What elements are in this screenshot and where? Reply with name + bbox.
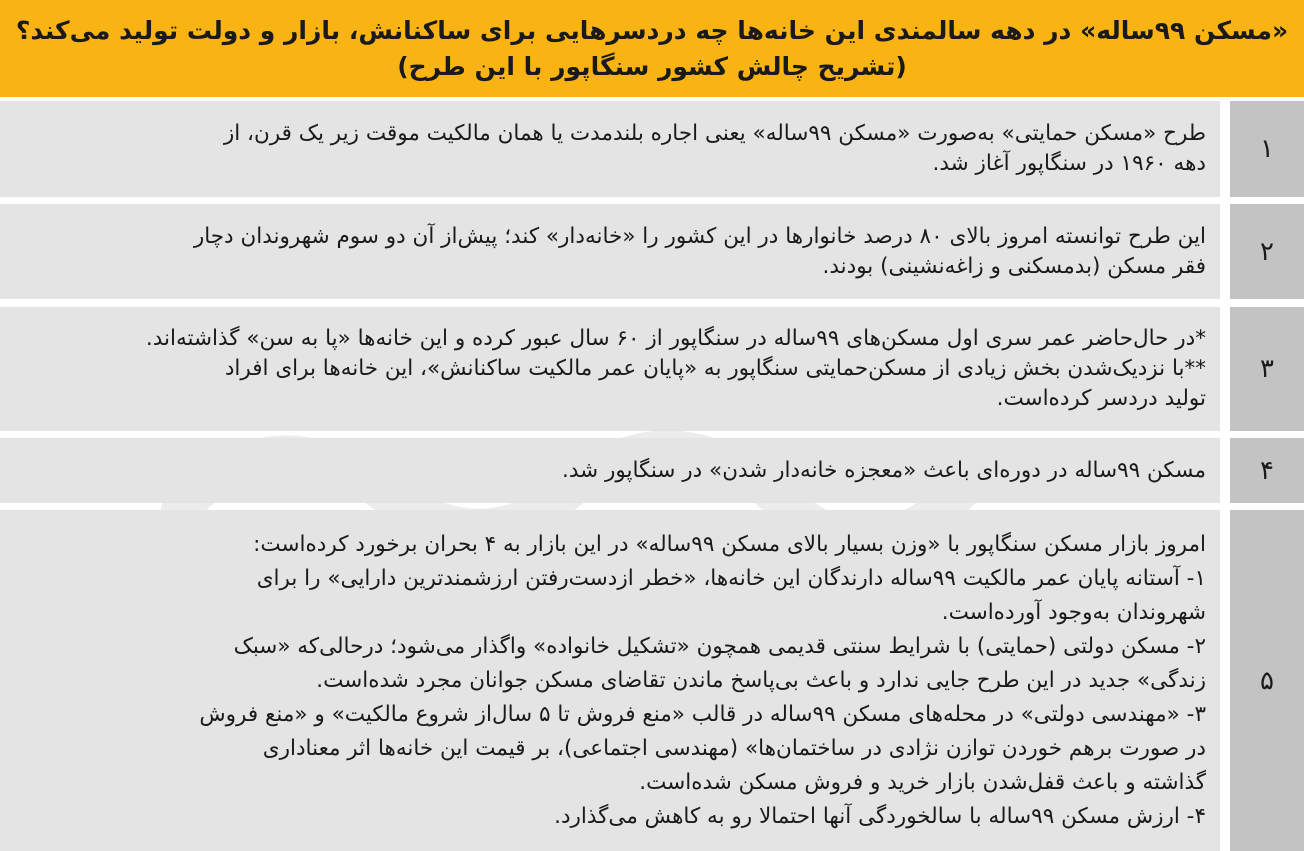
- text-line: طرح «مسکن حمایتی» به‌صورت «مسکن ۹۹ساله» یعنی اجاره بلندمدت یا همان مالکیت موقت زیر یک قرن، از: [223, 121, 1206, 146]
- table-row: [0, 510, 1304, 851]
- row-number: ۲: [1230, 204, 1304, 299]
- row-text: [0, 101, 1220, 197]
- row-number: ۵: [1230, 510, 1304, 851]
- text-line: ۳- «مهندسی دولتی» در محله‌های مسکن ۹۹ساله در قالب «منع فروش تا ۵ سال‌از شروع مالکیت» و «منع فروش: [199, 701, 1206, 727]
- text-line: شهروندان به‌وجود آورده‌است.: [941, 599, 1206, 625]
- table-row: [0, 438, 1304, 503]
- text-line: مسکن ۹۹ساله در دوره‌ای باعث «معجزه خانه‌دار شدن» در سنگاپور شد.: [562, 457, 1206, 483]
- text-line: در صورت برهم خوردن توازن نژادی در ساختمان‌ها» (مهندسی اجتماعی)، بر قیمت این خانه‌ها اثر معناداری: [262, 735, 1206, 761]
- table-row: [0, 307, 1304, 431]
- text-line: *در حال‌حاضر عمر سری اول مسکن‌های ۹۹ساله در سنگاپور از ۶۰ سال عبور کرده و این خانه‌ها «پا به سن» گذاشته‌اند.: [145, 326, 1206, 351]
- text-line: زندگی» جدید در این طرح جایی ندارد و باعث بی‌پاسخ ماندن تقاضای مسکن جوانان مجرد شده‌است.: [316, 667, 1206, 693]
- text-line: تولید دردسر کرده‌است.: [996, 386, 1206, 411]
- table-title: [0, 0, 1304, 97]
- row-text: [0, 307, 1220, 431]
- text-line: گذاشته و باعث قفل‌شدن بازار خرید و فروش مسکن شده‌است.: [639, 769, 1206, 795]
- row-number: ۱: [1230, 101, 1304, 197]
- text-line: **با نزدیک‌شدن بخش زیادی از مسکن‌حمایتی سنگاپور به «پایان عمر مالکیت ساکنانش»، این خانه‌ها برای افراد: [224, 356, 1206, 381]
- text-line: دهه ۱۹۶۰ در سنگاپور آغاز شد.: [932, 151, 1206, 176]
- row-text: [0, 438, 1220, 503]
- row-text: [0, 510, 1220, 851]
- title-line-main: «مسکن ۹۹ساله» در دهه سالمندی این خانه‌ها چه دردسرهایی برای ساکنانش، بازار و دولت تولید می‌کند؟: [15, 15, 1289, 45]
- text-line: فقر مسکن (بدمسکنی و زاغه‌نشینی) بودند.: [822, 253, 1206, 279]
- text-line: ۲- مسکن دولتی (حمایتی) با شرایط سنتی قدیمی همچون «تشکیل خانواده» واگذار می‌شود؛ درحالی‌که «سبک: [233, 633, 1206, 659]
- row-text: [0, 204, 1220, 299]
- text-line: ۱- آستانه پایان عمر مالکیت ۹۹ساله دارندگان این خانه‌ها، «خطر ازدست‌رفتن ارزشمندترین دارایی» را برای: [256, 565, 1206, 591]
- row-number: ۴: [1230, 438, 1304, 503]
- text-line: ۴- ارزش مسکن ۹۹ساله با سالخوردگی آنها احتمالا رو به کاهش می‌گذارد.: [554, 803, 1206, 829]
- row-number: ۳: [1230, 307, 1304, 431]
- table-row: [0, 101, 1304, 197]
- text-line: امروز بازار مسکن سنگاپور با «وزن بسیار بالای مسکن ۹۹ساله» در این بازار به ۴ بحران برخورد کرده‌است:: [253, 531, 1206, 557]
- text-line: این طرح توانسته امروز بالای ۸۰ درصد خانوارها در این کشور را «خانه‌دار» کند؛ پیش‌از آن دو سوم شهروندان دچار: [193, 223, 1206, 249]
- title-line-sub: (تشریح چالش کشور سنگاپور با این طرح): [397, 51, 907, 81]
- table-row: [0, 204, 1304, 299]
